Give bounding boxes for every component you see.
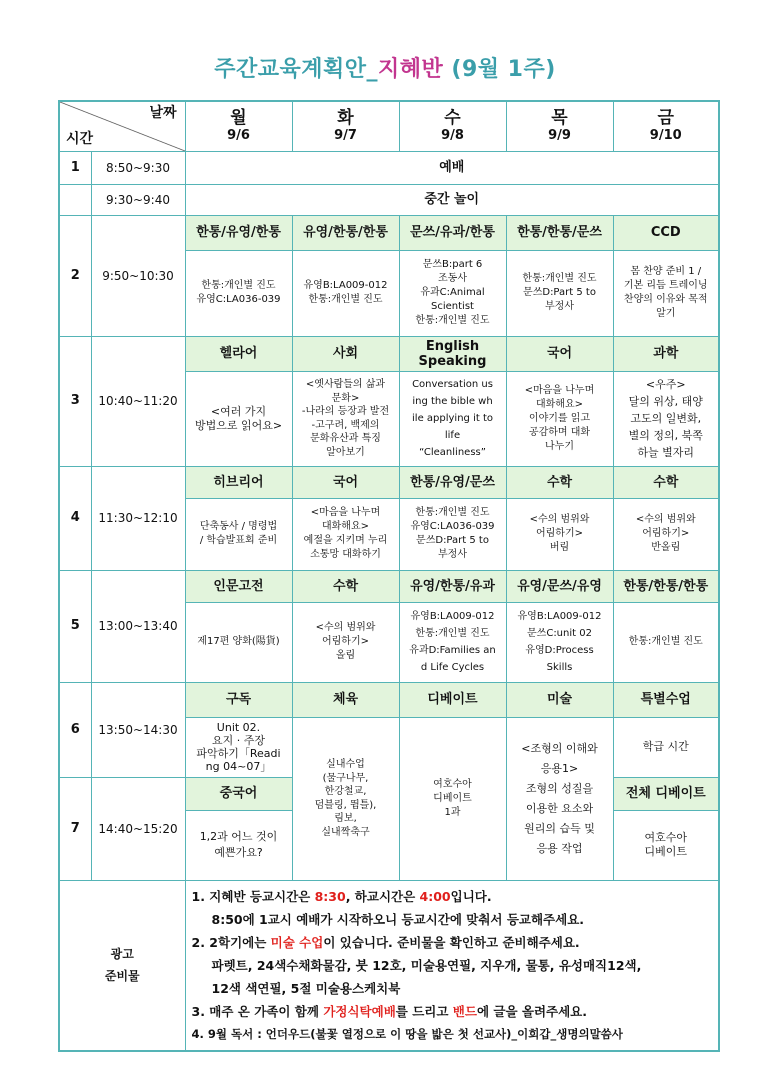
subject-cell: 미술 — [506, 682, 613, 717]
notice-line-2: 2. 2학기에는 미술 수업이 있습니다. 준비물을 확인하고 준비해주세요. — [191, 934, 580, 950]
period-5-subject-row — [59, 570, 719, 602]
date-label: 날짜 — [149, 105, 177, 121]
title-main: 주간교육계획안_ — [214, 57, 378, 82]
subject-cell: 수학 — [613, 466, 719, 498]
period-number-empty — [59, 184, 91, 215]
worship-cell: 예배 — [185, 151, 719, 184]
header-day-wed: 수 9/8 — [399, 101, 506, 151]
subject-cell: 한통/유영/한통 — [185, 215, 292, 250]
period-time: 13:50~14:30 — [91, 682, 185, 777]
subject-cell: 과학 — [613, 336, 719, 371]
period-number: 2 — [59, 215, 91, 336]
header-day-mon: 월 9/6 — [185, 101, 292, 151]
subject-cell: 국어 — [292, 466, 399, 498]
subject-cell: 헬라어 — [185, 336, 292, 371]
subject-cell: 전체 디베이트 — [613, 777, 719, 810]
content-cell: <수의 범위와 어림하기> 반올림 — [613, 498, 719, 570]
notice-line-1b: 8:50에 1교시 예배가 시작하오니 등교시간에 맞춰서 등교해주세요. — [211, 911, 585, 927]
content-cell: <우주> 달의 위상, 태양 고도의 일변화, 별의 정의, 북쪽 하늘 별자리 — [613, 371, 719, 466]
subject-cell: 구독 — [185, 682, 292, 717]
subject-cell: 수학 — [292, 570, 399, 602]
subject-cell: 중국어 — [185, 777, 292, 810]
break-row — [59, 184, 719, 215]
period-time: 9:30~9:40 — [91, 184, 185, 215]
subject-cell: 사회 — [292, 336, 399, 371]
period-time: 13:00~13:40 — [91, 570, 185, 682]
period-number: 1 — [59, 151, 91, 184]
subject-cell: 국어 — [506, 336, 613, 371]
header-day-thu: 목 9/9 — [506, 101, 613, 151]
notice-content — [185, 880, 719, 1051]
header-day-fri: 금 9/10 — [613, 101, 719, 151]
period-3-subject-row — [59, 336, 719, 371]
period-number: 7 — [59, 777, 91, 880]
subject-cell: CCD — [613, 215, 719, 250]
content-cell: 단축동사 / 명령법 / 학습발표회 준비 — [185, 498, 292, 570]
subject-cell: 유영/한통/유과 — [399, 570, 506, 602]
content-cell: <여러 가지 방법으로 읽어요> — [185, 371, 292, 466]
period-number: 3 — [59, 336, 91, 466]
content-cell: <수의 범위와 어림하기> 올림 — [292, 602, 399, 682]
notice-line-2b: 파렛트, 24색수채화물감, 붓 12호, 미술용연필, 지우개, 물통, 유성매직12색, — [211, 957, 642, 973]
period-number: 5 — [59, 570, 91, 682]
subject-cell: 유영/문쓰/유영 — [506, 570, 613, 602]
title-class: 지혜반 — [377, 57, 444, 82]
header-day-tue: 화 9/7 — [292, 101, 399, 151]
content-cell: 여호수아 디베이트 — [613, 810, 719, 880]
content-cell-pe: 실내수업 (물구나무, 한강철교, 덤블링, 뜀틀), 림보, 실내짝축구 — [292, 717, 399, 880]
subject-cell: English Speaking — [399, 336, 506, 371]
subject-cell: 한통/유영/문쓰 — [399, 466, 506, 498]
content-cell: 한통:개인별 진도 — [613, 602, 719, 682]
content-cell: <마음을 나누며 대화해요> 예절을 지키며 누리 소통망 대화하기 — [292, 498, 399, 570]
weekly-plan-table — [58, 100, 720, 1052]
content-cell: <옛사람들의 삶과 문화> -나라의 등장과 발전 -고구려, 백제의 문화유산과 특징 알아보기 — [292, 371, 399, 466]
period-6-subject-row — [59, 682, 719, 717]
notice-line-2c: 12색 색연필, 5절 미술용스케치북 — [211, 980, 401, 996]
content-cell-debate: 여호수아 디베이트 1과 — [399, 717, 506, 880]
subject-cell: 문쓰/유과/한통 — [399, 215, 506, 250]
content-cell: <수의 범위와 어림하기> 버림 — [506, 498, 613, 570]
content-cell: 한통:개인별 진도 유영C:LA036-039 — [185, 250, 292, 336]
content-cell: 학급 시간 — [613, 717, 719, 777]
subject-cell: 유영/한통/한통 — [292, 215, 399, 250]
period-1-row — [59, 151, 719, 184]
time-label: 시간 — [66, 130, 94, 147]
notice-row — [59, 880, 719, 1051]
content-cell: 유영B:LA009-012 문쓰C:unit 02 유영D:Process Skills — [506, 602, 613, 682]
period-4-subject-row — [59, 466, 719, 498]
period-time: 9:50~10:30 — [91, 215, 185, 336]
period-time: 8:50~9:30 — [91, 151, 185, 184]
period-time: 10:40~11:20 — [91, 336, 185, 466]
notice-label: 광고 — [110, 947, 134, 961]
notice-line-3: 3. 매주 온 가족이 함께 가정식탁예배를 드리고 밴드에 글을 올려주세요. — [191, 1003, 587, 1019]
notice-line-1: 1. 지혜반 등교시간은 8:30, 하교시간은 4:00입니다. — [191, 888, 492, 904]
notice-label-cell — [59, 880, 185, 1051]
supplies-label: 준비물 — [104, 969, 140, 983]
content-cell: Conversation us ing the bible wh ile applying it to life “Cleanliness” — [399, 371, 506, 466]
subject-cell: 체육 — [292, 682, 399, 717]
title-week: (9월 1주) — [451, 57, 556, 82]
period-time: 11:30~12:10 — [91, 466, 185, 570]
content-cell: Unit 02. 요지 · 주장 파악하기「Readi ng 04~07」 — [185, 717, 292, 777]
break-cell: 중간 놀이 — [185, 184, 719, 215]
header-row — [59, 101, 719, 151]
subject-cell: 디베이트 — [399, 682, 506, 717]
period-number: 4 — [59, 466, 91, 570]
header-corner — [59, 101, 185, 151]
period-2-subject-row — [59, 215, 719, 250]
content-cell-art: <조형의 이해와 응용1> 조형의 성질을 이용한 요소와 원리의 습득 및 응용 작업 — [506, 717, 613, 880]
content-cell: 한통:개인별 진도 문쓰D:Part 5 to 부정사 — [506, 250, 613, 336]
subject-cell: 히브리어 — [185, 466, 292, 498]
subject-cell: 특별수업 — [613, 682, 719, 717]
content-cell: 몸 찬양 준비 1 / 기본 리듬 트레이닝 찬양의 이유와 목적 알기 — [613, 250, 719, 336]
period-number: 6 — [59, 682, 91, 777]
page-title — [0, 52, 770, 83]
content-cell: 문쓰B:part 6 조동사 유과C:Animal Scientist 한통:개인별 진도 — [399, 250, 506, 336]
notice-line-4: 4. 9월 독서 : 언더우드(불꽃 열정으로 이 땅을 밟은 첫 선교사)_이희갑_생명의말씀사 — [191, 1026, 623, 1041]
subject-cell: 인문고전 — [185, 570, 292, 602]
period-time: 14:40~15:20 — [91, 777, 185, 880]
content-cell: 유영B:LA009-012 한통:개인별 진도 — [292, 250, 399, 336]
subject-cell: 수학 — [506, 466, 613, 498]
subject-cell: 한통/한통/한통 — [613, 570, 719, 602]
content-cell: 한통:개인별 진도 유영C:LA036-039 문쓰D:Part 5 to 부정사 — [399, 498, 506, 570]
content-cell: 유영B:LA009-012 한통:개인별 진도 유과D:Families an d Life Cycles — [399, 602, 506, 682]
subject-cell: 한통/한통/문쓰 — [506, 215, 613, 250]
content-cell: <마음을 나누며 대화해요> 이야기를 읽고 공감하며 대화 나누기 — [506, 371, 613, 466]
content-cell: 제17편 양화(陽貨) — [185, 602, 292, 682]
content-cell: 1,2과 어느 것이 예쁜가요? — [185, 810, 292, 880]
